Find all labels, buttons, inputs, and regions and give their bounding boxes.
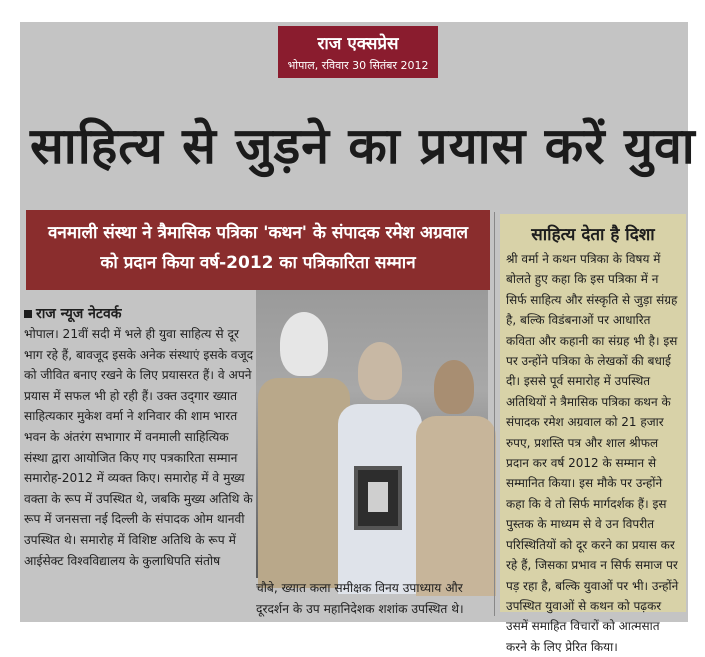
- newspaper-masthead: [278, 26, 438, 78]
- newspaper-name: राज एक्सप्रेस: [317, 34, 399, 54]
- photo-face-left: [280, 312, 328, 376]
- article-paragraph: भोपाल। 21वीं सदी में भले ही युवा साहित्य से दूर भाग रहे हैं, बावजूद इसके अनेक संस्थाएं इसके वजूद को जीवित बनाए रखने के लिए प्रयासरत हैं। वे अपने प्रयास में सफल भी हो रही हैं। उक्त उद्‌गार ख्यात साहित्यकार मुकेश वर्मा ने शनिवार की शाम भारत भवन के अंतरंग सभागार में वनमाली साहित्यिक संस्था द्वारा आयोजित किए गए पत्रकारिता सम्मान समारोह-2012 में व्यक्त किए। समारोह में वे मुख्य वक्ता के रूप में उपस्थित थे, जबकि मुख्य अतिथि के रूप में जनसत्ता नई दिल्ली के संपादक ओम थानवी उपस्थित थे। समारोह में विशिष्ट अतिथि के रूप में आईसेक्ट विश्वविद्यालय के कुलाधिपति संतोष: [24, 327, 254, 568]
- photo-figure-left: [258, 378, 350, 588]
- deck-line-2: को प्रदान किया वर्ष-2012 का पत्रिकारिता सम्मान: [100, 253, 416, 273]
- photo-face-right: [434, 360, 474, 414]
- subheadline-deck: [26, 210, 490, 290]
- byline-text: राज न्यूज नेटवर्क: [36, 306, 122, 322]
- sidebar-text: श्री वर्मा ने कथन पत्रिका के विषय में बोलते हुए कहा कि इस पत्रिका में न सिर्फ साहित्य और संस्कृति से जुड़ा संग्रह है, बल्कि विडंबनाओं पर आधारित कविता और कहानी का संग्रह भी है। इस पर उन्होंने पत्रिका के लेखकों की बधाई दी। इससे पूर्व समारोह में उपस्थित अतिथियों ने त्रैमासिक पत्रिका कथन के संपादक रमेश अग्रवाल को 21 हजार रुपए, प्रशस्ति पत्र और शाल श्रीफल प्रदान कर वर्ष 2012 के सम्मान से सम्मानित किया। इस मौके पर उन्होंने कहा कि वे तो सिर्फ मार्गदर्शक हैं। इस पुस्तक के माध्यम से वे उन विपरीत परिस्थितियों को दूर करने का प्रयास कर रहे हैं, जिसका प्रभाव न सिर्फ समाज पर पड़ रहा है, बल्कि युवाओं पर भी। उन्होंने उपस्थित युवाओं से कथन को पढ़कर उसमें समाहित विचारों को आत्मसात करने के लिए प्रेरित किया।: [506, 252, 679, 654]
- newspaper-clipping: [20, 22, 696, 654]
- column-divider: [494, 212, 495, 616]
- headline: साहित्य से जुड़ने का प्रयास करें युवा: [30, 117, 696, 175]
- photo-face-center: [358, 342, 402, 400]
- bullet-icon: [24, 310, 32, 318]
- deck-line-1: वनमाली संस्था ने त्रैमासिक पत्रिका 'कथन' के संपादक रमेश अग्रवाल: [47, 223, 468, 243]
- photo-caption-continuation: चौबे, ख्यात कला समीक्षक विनय उपाध्याय और दूरदर्शन के उप महानिदेशक शशांक उपस्थित थे।: [256, 581, 464, 616]
- award-plaque: [354, 466, 402, 530]
- publication-date: भोपाल, रविवार 30 सितंबर 2012: [287, 59, 429, 72]
- photo-figure-right: [416, 416, 496, 596]
- article-photo: [256, 290, 488, 578]
- sidebar-box: [500, 214, 686, 654]
- article-body: [24, 324, 256, 571]
- byline: [24, 304, 122, 323]
- sidebar-title: साहित्य देता है दिशा: [531, 225, 655, 245]
